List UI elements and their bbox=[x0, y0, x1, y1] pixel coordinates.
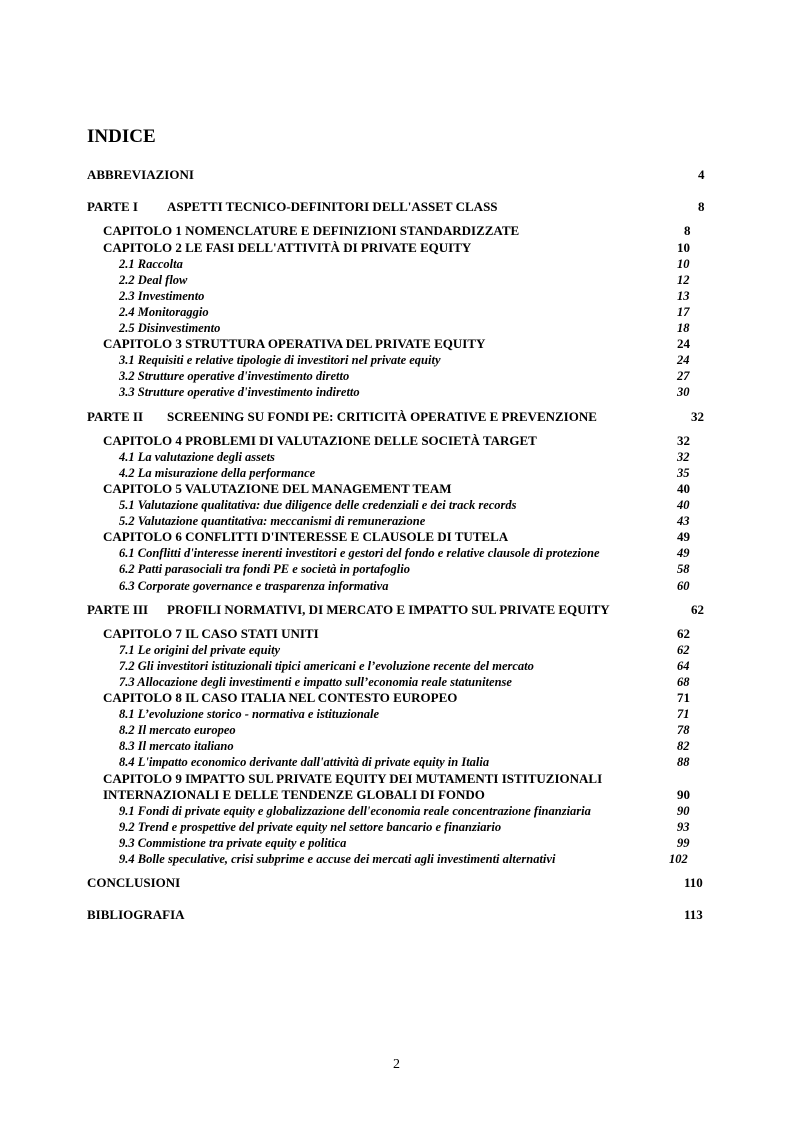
toc-entry-label: 9.3 Commistione tra private equity e politica bbox=[119, 836, 347, 850]
toc-entry-label: 6.3 Corporate governance e trasparenza informativa bbox=[119, 579, 389, 593]
toc-entry-label: 8.3 Il mercato italiano bbox=[119, 739, 234, 753]
toc-entry-page: 60 bbox=[677, 579, 690, 593]
toc-entry-page: 82 bbox=[677, 739, 690, 753]
toc-entry-label: 8.1 L’evoluzione storico - normativa e istituzionale bbox=[119, 707, 380, 721]
toc-part-3 bbox=[87, 602, 704, 618]
toc-section bbox=[119, 803, 690, 819]
toc-entry-label: 9.4 Bolle speculative, crisi subprime e accuse dei mercati agli investimenti alternativi bbox=[119, 852, 556, 866]
toc-chapter-2 bbox=[103, 240, 690, 256]
toc-entry-label: 5.2 Valutazione quantitativa: meccanismi di remunerazione bbox=[119, 514, 426, 528]
toc-entry-page: 18 bbox=[677, 321, 690, 335]
toc-entry-page: 10 bbox=[677, 240, 690, 255]
toc-section bbox=[119, 545, 690, 561]
toc-entry-label: CAPITOLO 6 CONFLITTI D'INTERESSE E CLAUSOLE DI TUTELA bbox=[103, 529, 509, 544]
toc-section bbox=[119, 449, 690, 465]
toc-section bbox=[119, 256, 690, 272]
toc-section bbox=[119, 642, 690, 658]
toc-part-1 bbox=[87, 199, 705, 215]
toc-chapter-9 bbox=[103, 771, 602, 787]
toc-entry-label: 9.1 Fondi di private equity e globalizzazione dell'economia reale concentrazione finanziaria bbox=[119, 804, 591, 818]
toc-section bbox=[119, 272, 690, 288]
toc-chapter-6 bbox=[103, 529, 690, 545]
toc-entry-page: 40 bbox=[677, 498, 690, 512]
toc-section bbox=[119, 384, 690, 400]
toc-entry-label: 2.4 Monitoraggio bbox=[119, 305, 209, 319]
toc-entry-label: INTERNAZIONALI E DELLE TENDENZE GLOBALI DI FONDO bbox=[103, 787, 485, 802]
toc-entry-page: 49 bbox=[677, 529, 690, 544]
toc-chapter-3 bbox=[103, 336, 690, 352]
toc-section bbox=[119, 819, 690, 835]
toc-entry-label: 5.1 Valutazione qualitativa: due diligence delle credenziali e dei track records bbox=[119, 498, 517, 512]
toc-part-title: PROFILI NORMATIVI, DI MERCATO E IMPATTO SUL PRIVATE EQUITY bbox=[167, 602, 610, 617]
toc-entry-page: 13 bbox=[677, 289, 690, 303]
toc-entry-label: 3.3 Strutture operative d'investimento indiretto bbox=[119, 385, 360, 399]
toc-entry-page: 10 bbox=[677, 257, 690, 271]
toc-entry-page: 110 bbox=[684, 875, 703, 890]
toc-section bbox=[119, 674, 690, 690]
toc-entry-label: CAPITOLO 5 VALUTAZIONE DEL MANAGEMENT TEAM bbox=[103, 481, 452, 496]
toc-entry-page: 8 bbox=[698, 199, 705, 214]
toc-section bbox=[119, 288, 690, 304]
toc-entry-page: 30 bbox=[677, 385, 690, 399]
toc-entry-label: 6.1 Conflitti d'interesse inerenti investitori e gestori del fondo e relative clausole di protezione bbox=[119, 546, 600, 560]
toc-entry-page: 24 bbox=[677, 353, 690, 367]
page-number: 2 bbox=[393, 1057, 400, 1072]
toc-entry-page: 113 bbox=[684, 907, 703, 922]
toc-entry-page: 78 bbox=[677, 723, 690, 737]
toc-entry-page: 58 bbox=[677, 562, 690, 576]
toc-section bbox=[119, 706, 690, 722]
toc-section bbox=[119, 835, 690, 851]
toc-entry-page: 99 bbox=[677, 836, 690, 850]
toc-entry-label: CAPITOLO 2 LE FASI DELL'ATTIVITÀ DI PRIVATE EQUITY bbox=[103, 240, 472, 255]
toc-entry-page: 71 bbox=[677, 690, 690, 705]
toc-section bbox=[119, 561, 690, 577]
toc-entry-label: 3.1 Requisiti e relative tipologie di investitori nel private equity bbox=[119, 353, 441, 367]
toc-entry-page: 49 bbox=[677, 546, 690, 560]
toc-part-label: PARTE II bbox=[87, 409, 144, 424]
toc-section bbox=[119, 497, 690, 513]
toc-entry-label: CAPITOLO 7 IL CASO STATI UNITI bbox=[103, 626, 319, 641]
toc-entry-label: BIBLIOGRAFIA bbox=[87, 907, 185, 922]
toc-chapter-4 bbox=[103, 433, 690, 449]
toc-entry-page: 32 bbox=[677, 433, 690, 448]
toc-entry-page: 4 bbox=[698, 167, 705, 182]
toc-entry-label: 7.3 Allocazione degli investimenti e impatto sull’economia reale statunitense bbox=[119, 675, 512, 689]
toc-entry-page: 12 bbox=[677, 273, 690, 287]
toc-chapter-1 bbox=[103, 223, 691, 239]
toc-entry-label: 8.4 L'impatto economico derivante dall'attività di private equity in Italia bbox=[119, 755, 490, 769]
toc-entry-label: CAPITOLO 8 IL CASO ITALIA NEL CONTESTO EUROPEO bbox=[103, 690, 458, 705]
toc-entry-conclusioni bbox=[87, 875, 703, 891]
toc-entry-label: 7.1 Le origini del private equity bbox=[119, 643, 281, 657]
toc-chapter-7 bbox=[103, 626, 690, 642]
toc-entry-page: 27 bbox=[677, 369, 690, 383]
toc-section bbox=[119, 851, 688, 867]
toc-entry-page: 88 bbox=[677, 755, 690, 769]
toc-entry-label: CONCLUSIONI bbox=[87, 875, 181, 890]
page-title: INDICE bbox=[87, 126, 156, 147]
toc-entry-label: 2.3 Investimento bbox=[119, 289, 205, 303]
toc-entry-label: 9.2 Trend e prospettive del private equity nel settore bancario e finanziario bbox=[119, 820, 502, 834]
toc-entry-label: CAPITOLO 9 IMPATTO SUL PRIVATE EQUITY DEI MUTAMENTI ISTITUZIONALI bbox=[103, 771, 603, 786]
toc-entry-page: 24 bbox=[677, 336, 690, 351]
toc-section bbox=[119, 320, 690, 336]
toc-chapter-9-cont bbox=[103, 787, 690, 803]
toc-entry-page: 62 bbox=[691, 602, 704, 617]
toc-entry-page: 90 bbox=[677, 804, 690, 818]
toc-entry-label: 3.2 Strutture operative d'investimento diretto bbox=[119, 369, 350, 383]
toc-entry-label: CAPITOLO 3 STRUTTURA OPERATIVA DEL PRIVATE EQUITY bbox=[103, 336, 486, 351]
toc-entry-page: 64 bbox=[677, 659, 690, 673]
toc-part-title: SCREENING SU FONDI PE: CRITICITÀ OPERATIVE E PREVENZIONE bbox=[167, 409, 597, 424]
toc-entry-page: 32 bbox=[691, 409, 704, 424]
toc-entry-page: 102 bbox=[669, 852, 688, 866]
toc-entry-label: 7.2 Gli investitori istituzionali tipici americani e l’evoluzione recente del mercato bbox=[119, 659, 534, 673]
toc-entry-page: 43 bbox=[677, 514, 690, 528]
toc-part-title: ASPETTI TECNICO-DEFINITORI DELL'ASSET CLASS bbox=[167, 199, 498, 214]
toc-entry-label: 2.2 Deal flow bbox=[119, 273, 188, 287]
toc-entry-page: 32 bbox=[677, 450, 690, 464]
toc-part-label: PARTE I bbox=[87, 199, 138, 214]
toc-chapter-5 bbox=[103, 481, 690, 497]
toc-entry-page: 71 bbox=[677, 707, 690, 721]
toc-section bbox=[119, 722, 690, 738]
toc-section bbox=[119, 465, 690, 481]
toc-part-2 bbox=[87, 409, 704, 425]
toc-entry-page: 93 bbox=[677, 820, 690, 834]
toc-entry-page: 68 bbox=[677, 675, 690, 689]
toc-entry-page: 62 bbox=[677, 626, 690, 641]
toc-entry-page: 17 bbox=[677, 305, 690, 319]
toc-chapter-8 bbox=[103, 690, 690, 706]
toc-entry-label: ABBREVIAZIONI bbox=[87, 167, 194, 182]
toc-entry-page: 40 bbox=[677, 481, 690, 496]
toc-entry-label: 6.2 Patti parasociali tra fondi PE e società in portafoglio bbox=[119, 562, 410, 576]
toc-section bbox=[119, 658, 690, 674]
toc-entry-page: 35 bbox=[677, 466, 690, 480]
toc-section bbox=[119, 578, 690, 594]
toc-section bbox=[119, 738, 690, 754]
toc-entry-label: CAPITOLO 4 PROBLEMI DI VALUTAZIONE DELLE SOCIETÀ TARGET bbox=[103, 433, 537, 448]
toc-part-label: PARTE III bbox=[87, 602, 149, 617]
toc-section bbox=[119, 352, 690, 368]
toc-entry-label: 8.2 Il mercato europeo bbox=[119, 723, 236, 737]
toc-entry-label: 2.1 Raccolta bbox=[119, 257, 183, 271]
toc-entry-abbreviazioni bbox=[87, 167, 705, 183]
toc-entry-page: 62 bbox=[677, 643, 690, 657]
toc-section bbox=[119, 513, 690, 529]
toc-entry-page: 8 bbox=[684, 223, 691, 238]
toc-entry-label: 2.5 Disinvestimento bbox=[119, 321, 221, 335]
toc-section bbox=[119, 304, 690, 320]
toc-section bbox=[119, 368, 690, 384]
toc-section bbox=[119, 754, 690, 770]
toc-entry-label: 4.1 La valutazione degli assets bbox=[119, 450, 275, 464]
toc-entry-bibliografia bbox=[87, 907, 703, 923]
toc-entry-label: CAPITOLO 1 NOMENCLATURE E DEFINIZIONI STANDARDIZZATE bbox=[103, 223, 520, 238]
toc-entry-page: 90 bbox=[677, 787, 690, 802]
toc-entry-label: 4.2 La misurazione della performance bbox=[119, 466, 316, 480]
